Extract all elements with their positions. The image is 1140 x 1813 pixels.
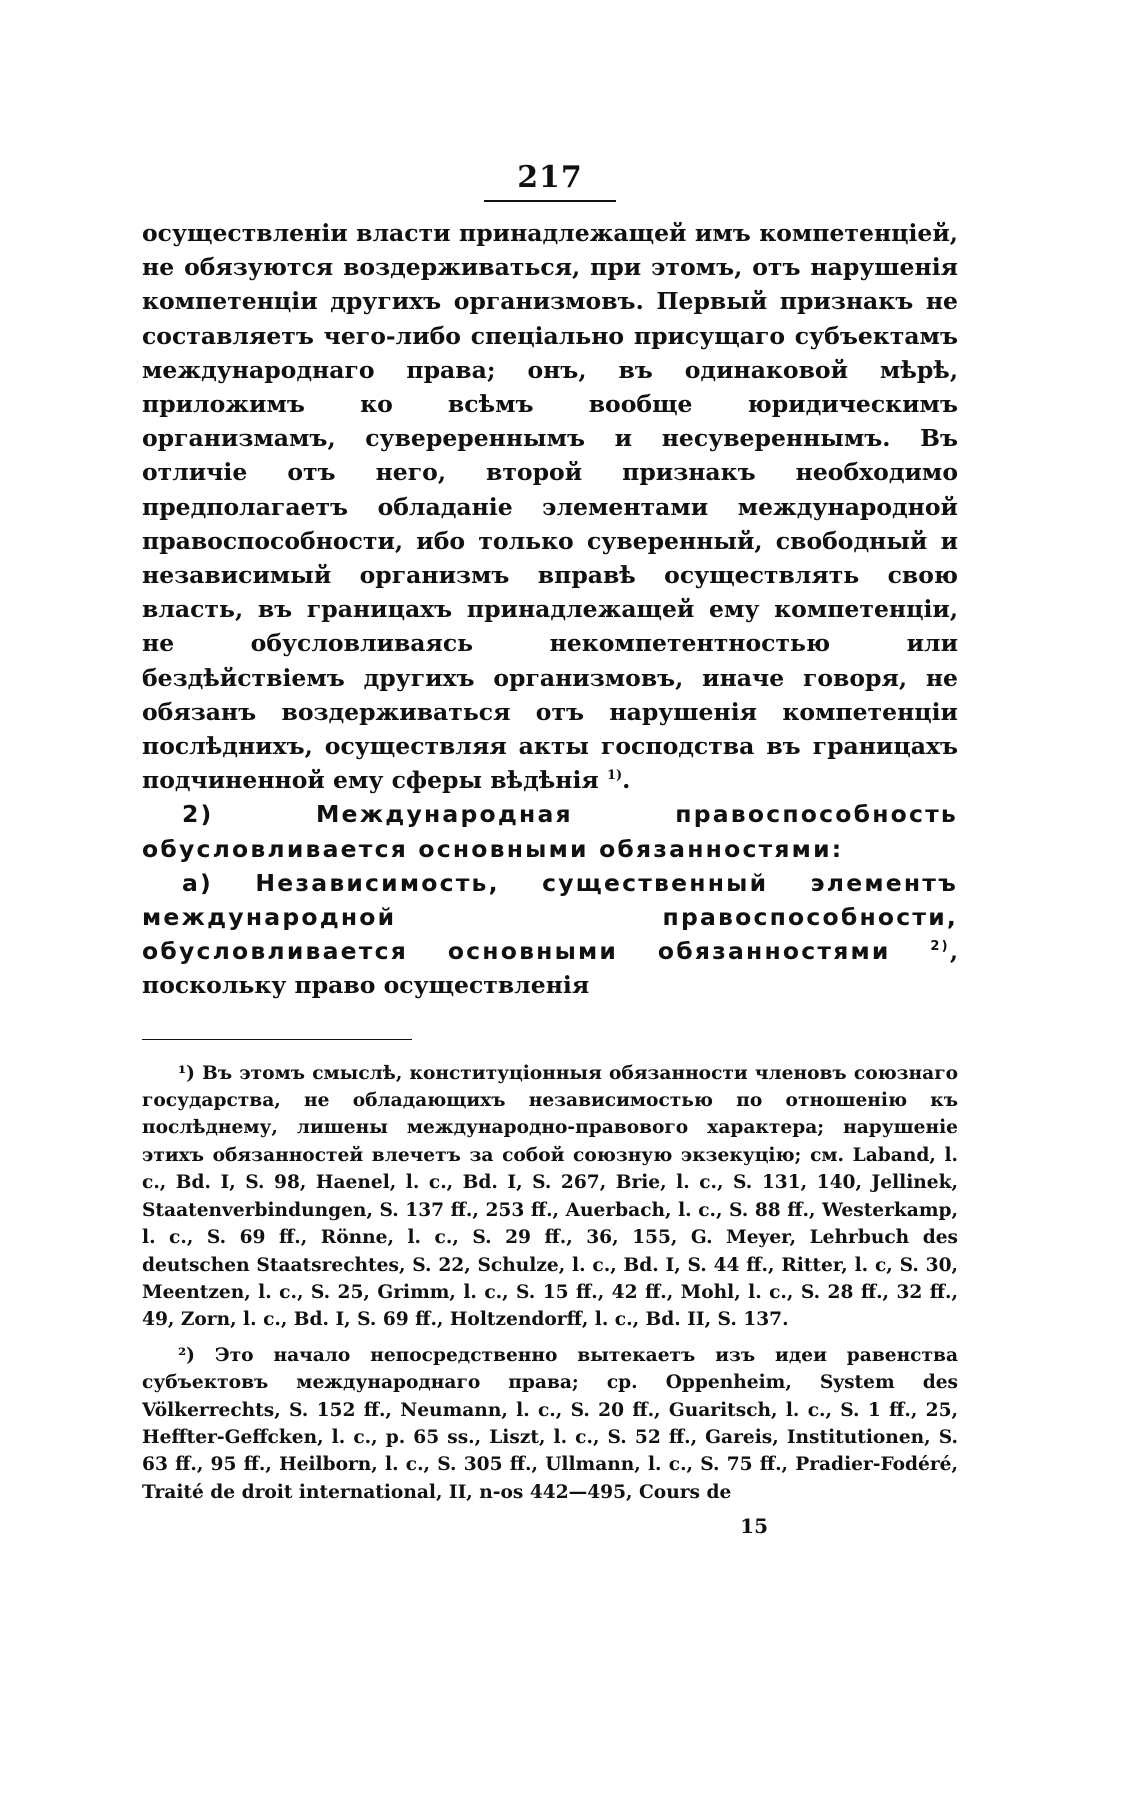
book-page (142, 158, 958, 1538)
paragraph-3-tail: , поскольку право осуществленія (142, 937, 958, 1000)
paragraph-3 (142, 866, 958, 1003)
footnote-ref-2: 2) (930, 939, 950, 955)
paragraph-3-text: a) Независимость, существенный элементъ международной правоспособности, обусловливается основными обязанностями (142, 868, 958, 966)
paragraph-2: 2) Международная правоспособность обусловливается основными обязанностями: (142, 800, 958, 863)
paragraph-1: осуществленіи власти принадлежащей имъ компетенціей, не обязуются воздерживаться, при этомъ, отъ нарушенія компетенціи другихъ организмовъ. Первый признакъ не составляетъ чего-либо спеціально присущаго субъектамъ международнаго права; онъ, въ одинаковой мѣрѣ, приложимъ ко всѣмъ вообще юридическимъ организмамъ, суверереннымъ и несувереннымъ. Въ отличіе отъ него, второй признакъ необходимо предполагаетъ обладаніе элементами международной правоспособности, ибо только суверенный, свободный и независимый организмъ вправѣ осуществлять свою власть, въ границахъ принадлежащей ему компетенціи, не обусловливаясь некомпетентностью или бездѣйствіемъ другихъ организмовъ, иначе говоря, не обязанъ воздерживаться отъ нарушенія компетенціи послѣднихъ, осуществляя акты господства въ границахъ подчиненной ему сферы вѣдѣнія $^{1)}$. (142, 219, 958, 795)
footnote-1: ¹) Въ этомъ смыслѣ, конституціонныя обязанности членовъ союзнаго государства, не обладающихъ независимостью по отношенію къ послѣднему, лишены международно-правового характера; нарушеніе этихъ обязанностей влечетъ за собой союзную экзекуцію; см. Laband, l. c., Bd. I, S. 98, Haenel, l. c., Bd. I, S. 267, Brie, l. c., S. 131, 140, Jellinek, Staatenverbindungen, S. 137 ff., 253 ff., Auerbach, l. c., S. 88 ff., Westerkamp, l. c., S. 69 ff., Rönne, l. c., S. 29 ff., 36, 155, G. Meyer, Lehrbuch des deutschen Staatsrechtes, S. 22, Schulze, l. c., Bd. I, S. 44 ff., Ritter, l. c, S. 30, Meentzen, l. c., S. 25, Grimm, l. c., S. 15 ff., 42 ff., Mohl, l. c., S. 28 ff., 32 ff., 49, Zorn, l. c., Bd. I, S. 69 ff., Holtzendorff, l. c., Bd. II, S. 137. (142, 1062, 958, 1331)
paragraph-1-text: осуществленіи власти принадлежащей имъ компетенціей, не обязуются воздерживаться, при этомъ, отъ нарушенія компетенціи другихъ организмовъ. Первый признакъ не составляетъ чего-либо спеціально присущаго субъектамъ международнаго права; онъ, въ одинаковой мѣрѣ, приложимъ ко всѣмъ вообще юридическимъ организмамъ, суверереннымъ и несувереннымъ. Въ отличіе отъ него, второй признакъ необходимо предполагаетъ обладаніе элементами международной правоспособности, ибо только суверенный, свободный и независимый организмъ вправѣ осуществлять свою власть, въ границахъ принадлежащей ему компетенціи, не обусловливаясь некомпетентностью или бездѣйствіемъ другихъ организмовъ, иначе говоря, не обязанъ воздерживаться отъ нарушенія компетенціи послѣднихъ, осуществляя акты господства въ границахъ подчиненной ему сферы вѣдѣнія (142, 219, 958, 795)
signature-mark: 15 (740, 1514, 768, 1539)
page-number: 217 (517, 160, 583, 195)
footnotes (142, 1060, 958, 1507)
page-number-rule (484, 200, 616, 202)
main-text (142, 216, 958, 1003)
footnote-2: ²) Это начало непосредственно вытекаетъ изъ идеи равенства субъектовъ международнаго права; ср. Oppenheim, System des Völkerrechts, S. 152 ff., Neumann, l. c., S. 20 ff., Guaritsch, l. c., S. 1 ff., 25, Heffter-Geffcken, l. c., p. 65 ss., Liszt, l. c., S. 52 ff., Gareis, Institutionen, S. 63 ff., 95 ff., Heilborn, l. c., S. 305 ff., Ullmann, l. c., S. 75 ff., Pradier-Fodéré, Traité de droit international, II, n-os 442—495, Cours de (142, 1344, 958, 1503)
footnote-ref-1: 1) (606, 768, 623, 784)
footnote-rule (142, 1039, 412, 1040)
